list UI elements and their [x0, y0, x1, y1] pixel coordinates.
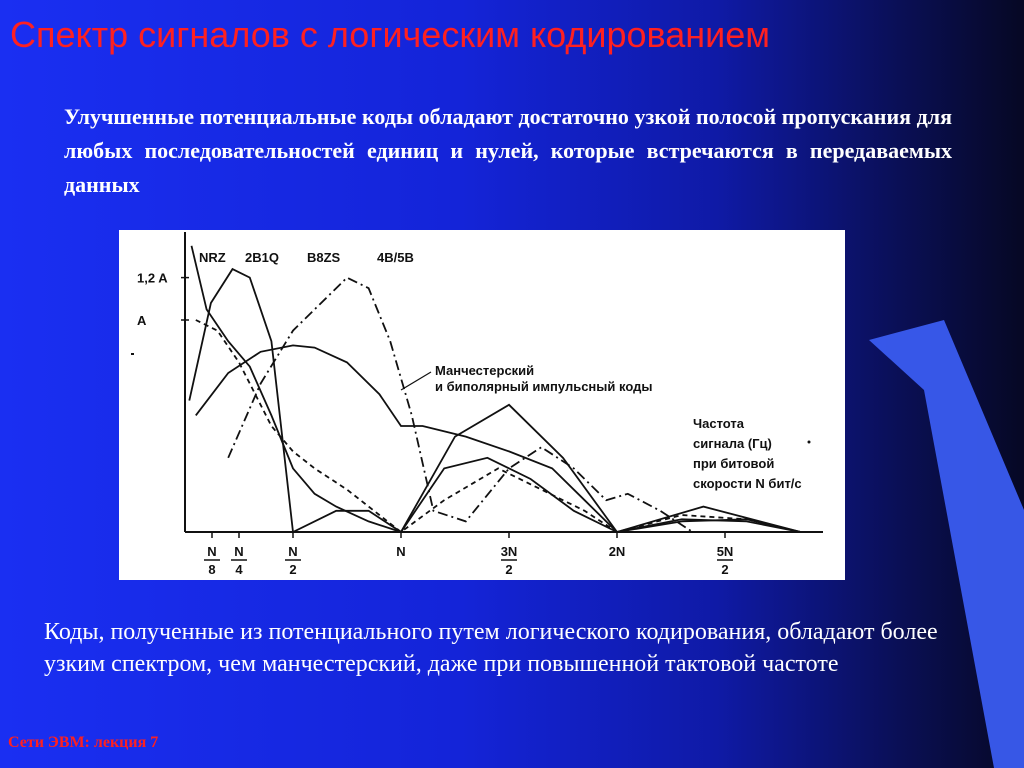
- x-tick-numerator: N: [234, 544, 244, 559]
- manchester-label-line: Манчестерский: [435, 363, 535, 378]
- x-tick-numerator: 2N: [608, 544, 626, 559]
- conclusion-paragraph: Коды, полученные из потенциального путем логического кодирования, обладают более узким спектром, чем манчестерский, даже при повышенной тактовой частоте: [44, 619, 938, 677]
- series-label-3: 4B/5B: [377, 250, 414, 265]
- intro-paragraph: Улучшенные потенциальные коды обладают достаточно узкой полосой пропускания для любых последовательностей единиц и нулей, которые встречаются в передаваемых данных: [64, 104, 952, 197]
- frequency-note-dot: [808, 441, 811, 444]
- x-tick-numerator: N: [207, 544, 217, 559]
- series-label-1: 2B1Q: [245, 250, 279, 265]
- x-tick-numerator: 5N: [716, 544, 734, 559]
- x-tick-denominator: 2: [721, 562, 729, 577]
- decorative-blue-wedge: [869, 320, 1024, 768]
- series-line-4b-5b: [228, 278, 692, 532]
- x-tick-denominator: 8: [208, 562, 216, 577]
- x-tick-numerator: 3N: [500, 544, 518, 559]
- series-label-2: B8ZS: [307, 250, 341, 265]
- series-line-2b1q: [189, 269, 800, 532]
- series-label-0: NRZ: [199, 250, 226, 265]
- x-tick-numerator: N: [396, 544, 406, 559]
- spectrum-chart: [119, 230, 845, 580]
- frequency-note-line: скорости N бит/с: [693, 476, 802, 491]
- frequency-note-line: при битовой: [693, 456, 775, 471]
- slide-title: Спектр сигналов с логическим кодированием: [10, 14, 770, 55]
- manchester-pointer: [401, 372, 431, 390]
- decorative-shape: [824, 300, 1024, 768]
- y-tick-label: 1,2 A: [137, 270, 168, 286]
- slide-footer: Сети ЭВМ: лекция 7: [8, 734, 159, 751]
- series-line-b8zs: [196, 320, 747, 532]
- x-tick-denominator: 4: [235, 562, 243, 577]
- frequency-note-line: сигнала (Гц): [693, 436, 772, 451]
- spectrum-chart-svg: [119, 230, 845, 580]
- y-tick-label: A: [137, 313, 147, 328]
- frequency-note-line: Частота: [693, 416, 745, 431]
- x-tick-denominator: 2: [289, 562, 297, 577]
- manchester-label-line: и биполярный импульсный коды: [435, 379, 653, 394]
- x-tick-numerator: N: [288, 544, 298, 559]
- x-tick-denominator: 2: [505, 562, 513, 577]
